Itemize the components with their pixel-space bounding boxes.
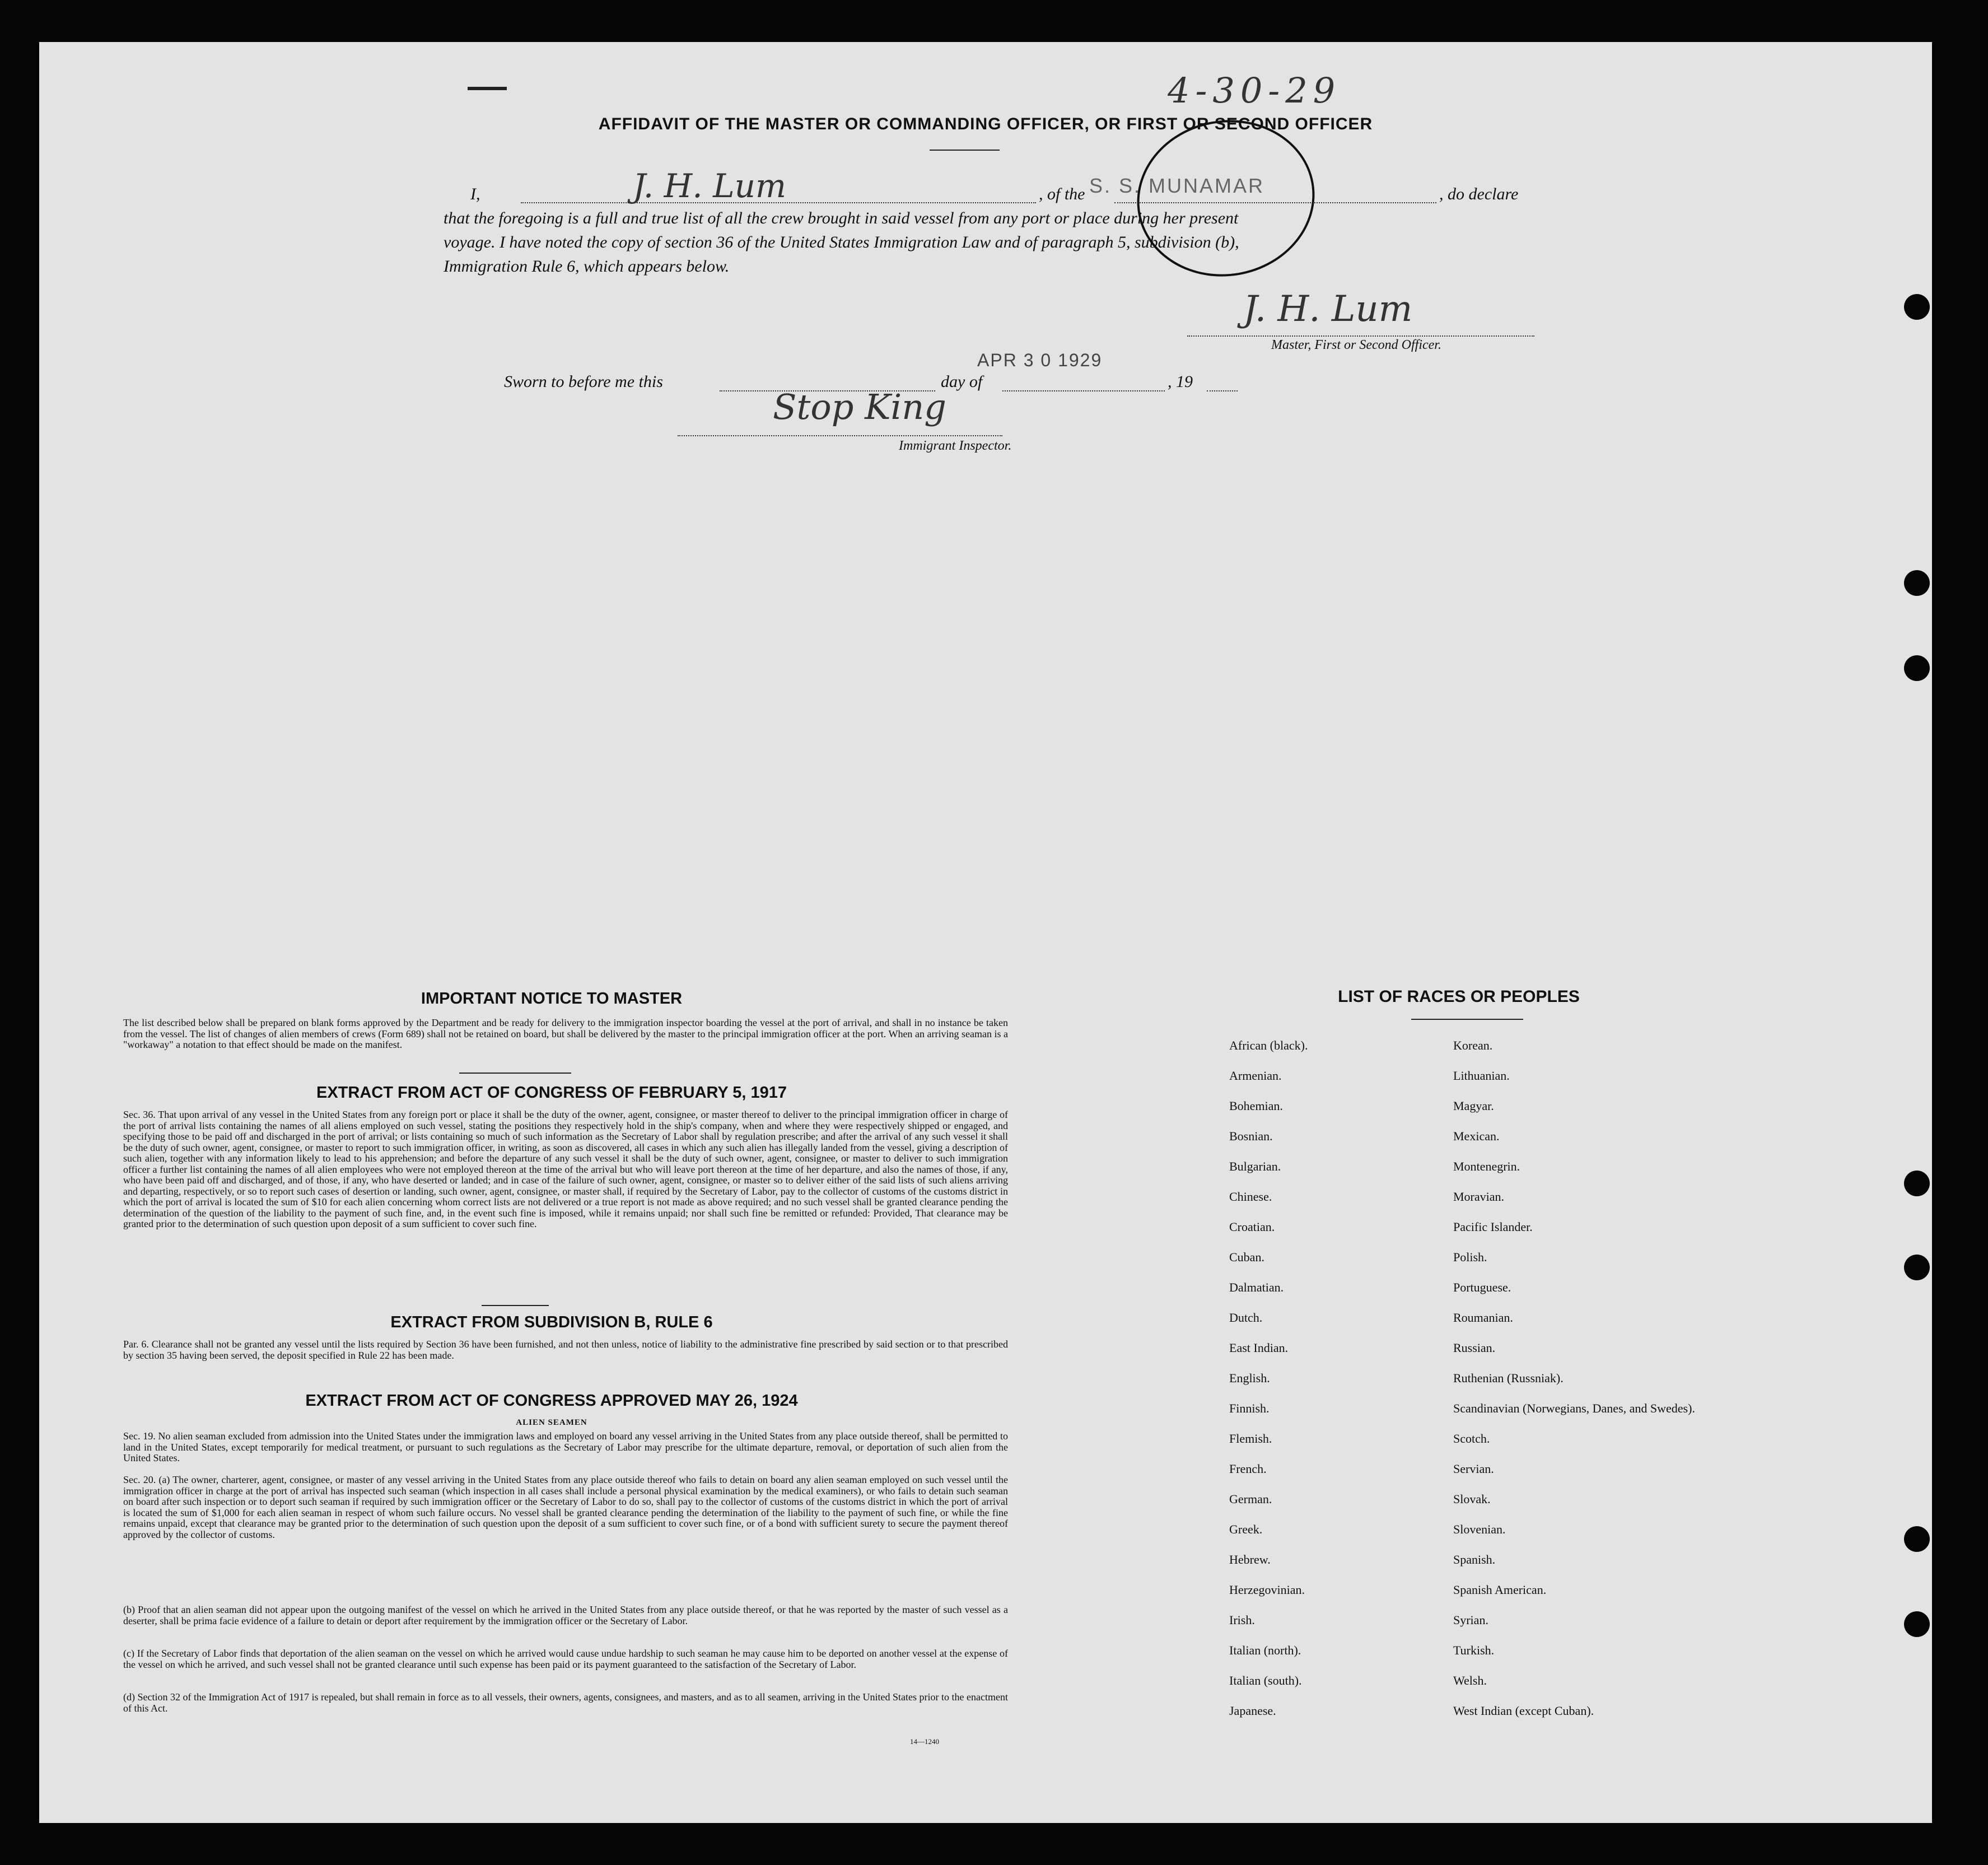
races-row (1229, 1432, 1733, 1462)
races-row (1229, 1190, 1733, 1220)
race-item: Polish. (1453, 1250, 1487, 1264)
year-prefix: , 19 (1168, 372, 1193, 391)
race-item: Ruthenian (Russniak). (1453, 1371, 1564, 1385)
punch-hole (1904, 294, 1930, 320)
race-item: Irish. (1229, 1613, 1255, 1627)
vessel-name: S. S. MUNAMAR (1089, 174, 1265, 197)
form-number: 14—1240 (910, 1737, 939, 1746)
races-heading: LIST OF RACES OR PEOPLES (1338, 987, 1580, 1006)
punch-hole (1904, 570, 1930, 596)
extract-1924-sec20a: Sec. 20. (a) The owner, charterer, agent, consignee, or master of any vessel arriving in the United States from any place outside thereof who fails to detain on board any alien seaman employed on such vessel until the immigration officer in charge at the port of arrival has inspected such seaman (which inspection in all cases shall include a personal physical examination by the medical examiners), or who fails to detain such seaman on board after such inspection or to deport such seaman if required by such immigration officer or the Secretary of Labor to do so, shall pay to the collector of customs of the customs district in which the port of arrival is located the sum of $1,000 for each alien seaman in respect of whom such failure occurs. No vessel shall be granted clearance pending the determination of the liability to the payment of such fine, or while the fine remains unpaid, except that clearance may be granted prior to the determination of such question upon the deposit of a sum sufficient to cover such fine, or of a bond with sufficient surety to secure the payment thereof approved by the collector of customs. (123, 1474, 1008, 1540)
races-row (1229, 1644, 1733, 1674)
affidavit-line-3: voyage. I have noted the copy of section 36 of the United States Immigration Law and of paragraph 5, subdivision (b), (444, 233, 1239, 251)
race-item: African (black). (1229, 1038, 1308, 1052)
notice-text: The list described below shall be prepared on blank forms approved by the Department and be ready for delivery to the immigration inspector boarding the vessel at the port of arrival, and shall in no instance be taken from the vessel. The list of changes of alien members of crews (Form 689) shall not be retained on board, but shall be delivered by the master to the principal immigration officer at the port. When an arriving seaman is a "workaway" a notation to that effect should be made on the manifest. (123, 1017, 1008, 1050)
affidavit-i-label: I, (470, 185, 480, 203)
race-item: Syrian. (1453, 1613, 1488, 1627)
document-page (39, 42, 1932, 1823)
race-item: Bosnian. (1229, 1129, 1273, 1143)
race-item: Chinese. (1229, 1190, 1272, 1204)
handwritten-date: 4-30-29 (1168, 70, 1341, 111)
race-item: Croatian. (1229, 1220, 1275, 1234)
races-row (1229, 1251, 1733, 1281)
race-item: Armenian. (1229, 1069, 1282, 1083)
race-item: Herzegovinian. (1229, 1583, 1305, 1597)
punch-hole (1904, 655, 1930, 681)
race-item: Flemish. (1229, 1432, 1272, 1446)
race-item: Moravian. (1453, 1190, 1505, 1204)
race-item: Dalmatian. (1229, 1280, 1284, 1294)
affidavit-line-2: that the foregoing is a full and true list of all the crew brought in said vessel from any port or place during her present (444, 209, 1239, 227)
races-row (1229, 1462, 1733, 1493)
races-row (1229, 1099, 1733, 1130)
race-item: Magyar. (1453, 1099, 1494, 1113)
extract-1924-heading: EXTRACT FROM ACT OF CONGRESS APPROVED MAY 26, 1924 (305, 1392, 798, 1410)
race-item: Hebrew. (1229, 1552, 1271, 1566)
race-item: East Indian. (1229, 1341, 1289, 1355)
day-of-label: day of (941, 372, 983, 391)
inspector-signature-line (678, 435, 1002, 436)
race-item: Spanish American. (1453, 1583, 1547, 1597)
races-row (1229, 1220, 1733, 1251)
punch-hole (1904, 1171, 1930, 1196)
races-row (1229, 1674, 1733, 1704)
notice-heading: IMPORTANT NOTICE TO MASTER (421, 990, 683, 1008)
races-row (1229, 1341, 1733, 1372)
extract-1924-sec19: Sec. 19. No alien seaman excluded from admission into the United States under the immigration laws and employed on board any vessel arriving in the United States from any place outside thereof, shall be permitted to land in the United States, except temporarily for medical treatment, or pursuant to such regulations as the Secretary of Labor may prescribe for the ultimate departure, removal, or deportation of such alien from the United States. (123, 1430, 1008, 1463)
extract-1924-sec20b: (b) Proof that an alien seaman did not appear upon the outgoing manifest of the vessel on which he arrived in the United States from any place outside thereof, or that he was reported by the master of such vessel as a deserter, shall be prima facie evidence of a failure to detain or deport after requirement by the immigration officer or the Secretary of Labor. (123, 1604, 1008, 1626)
inspector-signature-handwritten: Stop King (773, 386, 946, 427)
date-stamp: APR 3 0 1929 (977, 350, 1103, 370)
extract-rule6-text: Par. 6. Clearance shall not be granted any vessel until the lists required by Section 36 have been furnished, and not then unless, notice of liability to the administrative fine prescribed by said section or to that prescribed by section 35 having been served, the deposit specified in Rule 22 has been made. (123, 1339, 1008, 1361)
race-item: Slovenian. (1453, 1522, 1506, 1536)
race-item: Russian. (1453, 1341, 1496, 1355)
race-item: Bohemian. (1229, 1099, 1283, 1113)
month-blank-line (1002, 390, 1165, 391)
races-row (1229, 1493, 1733, 1523)
race-item: French. (1229, 1462, 1267, 1476)
extract-1917-text: Sec. 36. That upon arrival of any vessel in the United States from any foreign port or place it shall be the duty of the owner, agent, consignee, or master thereof to deliver to the principal immigration officer in charge of the port of arrival lists containing the names of all aliens employed on such vessel, stating the positions they respectively hold in the ship's company, when and where they were respectively shipped or engaged, and specifying those to be paid off and discharged in the port of arrival; or lists containing so much of such information as the Secretary of Labor shall by regulation prescribe; and after the arrival of any such vessel it shall be the duty of such owner, agent, consignee, or master to report to such immigration officer, in writing, as soon as discovered, all cases in which any such alien has illegally landed from the vessel, giving a description of such alien, together with any information likely to lead to his apprehension; and before the departure of any such vessel it shall be the duty of such owner, agent, consignee, or master to deliver to such immigration officer a further list containing the names of all alien employees who were not employed thereon at the time of the arrival but who will leave port thereon at the time of her departure, and also the names of those, if any, who have been paid off and discharged, and of those, if any, who have deserted or landed; and in case of the failure of such owner, agent, consignee, or master so to deliver either of the said lists of such aliens arriving and departing, respectively, or so to report such cases of desertion or landing, such owner, agent, consignee, or master shall, if required by the Secretary of Labor, pay to the collector of customs of the customs district in which the port of arrival is located the sum of $10 for each alien concerning whom correct lists are not delivered or a true report is not made as above required; and no such vessel shall be granted clearance pending the determination of the question of the liability to the payment of such fine, and, in the event such fine is imposed, while it remains unpaid; nor shall such fine be remitted or refunded: Provided, That clearance may be granted prior to the determination of such question upon deposit of a sum sufficient to cover such fine. (123, 1109, 1008, 1229)
race-item: Portuguese. (1453, 1280, 1511, 1294)
year-blank-line (1207, 390, 1238, 391)
race-item: Bulgarian. (1229, 1159, 1281, 1173)
punch-hole (1904, 1611, 1930, 1637)
race-item: Turkish. (1453, 1643, 1495, 1657)
notice-divider (459, 1073, 571, 1074)
title-divider (930, 150, 1000, 151)
extract-1924-sec20d: (d) Section 32 of the Immigration Act of 1917 is repealed, but shall remain in force as to all vessels, their owners, agents, consignees, and masters, and as to all seamen, arriving in the United States prior to the enactment of this Act. (123, 1691, 1008, 1714)
punch-hole (1904, 1526, 1930, 1552)
race-item: Scandinavian (Norwegians, Danes, and Swedes). (1453, 1401, 1695, 1415)
master-signature-handwritten: J. H. Lum (1243, 288, 1413, 330)
declarant-name-handwritten: J. H. Lum (633, 167, 786, 205)
races-row (1229, 1614, 1733, 1644)
races-list (1229, 1039, 1733, 1735)
do-declare-label: , do declare (1439, 185, 1519, 203)
race-item: Japanese. (1229, 1704, 1276, 1718)
race-item: Lithuanian. (1453, 1069, 1510, 1083)
races-row (1229, 1160, 1733, 1190)
race-item: Slovak. (1453, 1492, 1491, 1506)
race-item: Scotch. (1453, 1432, 1490, 1446)
alien-seamen-subheading: ALIEN SEAMEN (516, 1418, 587, 1427)
races-row (1229, 1704, 1733, 1735)
race-item: Finnish. (1229, 1401, 1270, 1415)
race-item: Welsh. (1453, 1673, 1487, 1687)
races-divider (1411, 1019, 1523, 1020)
extract-1917-heading: EXTRACT FROM ACT OF CONGRESS OF FEBRUARY 5, 1917 (316, 1084, 787, 1102)
race-item: Greek. (1229, 1522, 1263, 1536)
punch-hole (1904, 1255, 1930, 1280)
extract-1917-divider (482, 1305, 549, 1306)
race-item: German. (1229, 1492, 1272, 1506)
race-item: West Indian (except Cuban). (1453, 1704, 1594, 1718)
affidavit-line-4: Immigration Rule 6, which appears below. (444, 257, 730, 276)
races-row (1229, 1583, 1733, 1614)
races-row (1229, 1130, 1733, 1160)
races-row (1229, 1069, 1733, 1099)
races-row (1229, 1372, 1733, 1402)
races-row (1229, 1402, 1733, 1432)
races-row (1229, 1311, 1733, 1341)
race-item: Dutch. (1229, 1311, 1263, 1325)
extract-1924-sec20c: (c) If the Secretary of Labor finds that deportation of the alien seaman on the vessel on which he arrived would cause undue hardship to such seaman he may cause him to be deported on another vessel at the expense of the vessel on which he arrived, and such vessel shall not be granted clearance until such expense has been paid or its payment guaranteed to the satisfaction of the Secretary of Labor. (123, 1648, 1008, 1670)
race-item: Italian (south). (1229, 1673, 1302, 1687)
races-row (1229, 1039, 1733, 1069)
extract-rule6-heading: EXTRACT FROM SUBDIVISION B, RULE 6 (390, 1313, 713, 1331)
sworn-label: Sworn to before me this (504, 372, 663, 391)
race-item: Pacific Islander. (1453, 1220, 1533, 1234)
races-row (1229, 1523, 1733, 1553)
race-item: Mexican. (1453, 1129, 1500, 1143)
race-item: Montenegrin. (1453, 1159, 1520, 1173)
race-item: Roumanian. (1453, 1311, 1513, 1325)
inspector-caption: Immigrant Inspector. (899, 439, 1012, 453)
race-item: English. (1229, 1371, 1270, 1385)
race-item: Servian. (1453, 1462, 1494, 1476)
race-item: Korean. (1453, 1038, 1493, 1052)
master-signature-line (1187, 335, 1534, 337)
of-the-label: , of the (1039, 185, 1085, 203)
race-item: Italian (north). (1229, 1643, 1301, 1657)
races-row (1229, 1553, 1733, 1583)
race-item: Cuban. (1229, 1250, 1264, 1264)
race-item: Spanish. (1453, 1552, 1496, 1566)
races-row (1229, 1281, 1733, 1311)
master-signature-caption: Master, First or Second Officer. (1271, 338, 1441, 352)
ink-dash-mark (468, 87, 507, 90)
affidavit-title: AFFIDAVIT OF THE MASTER OR COMMANDING OFFICER, OR FIRST OR SECOND OFFICER (598, 115, 1373, 133)
